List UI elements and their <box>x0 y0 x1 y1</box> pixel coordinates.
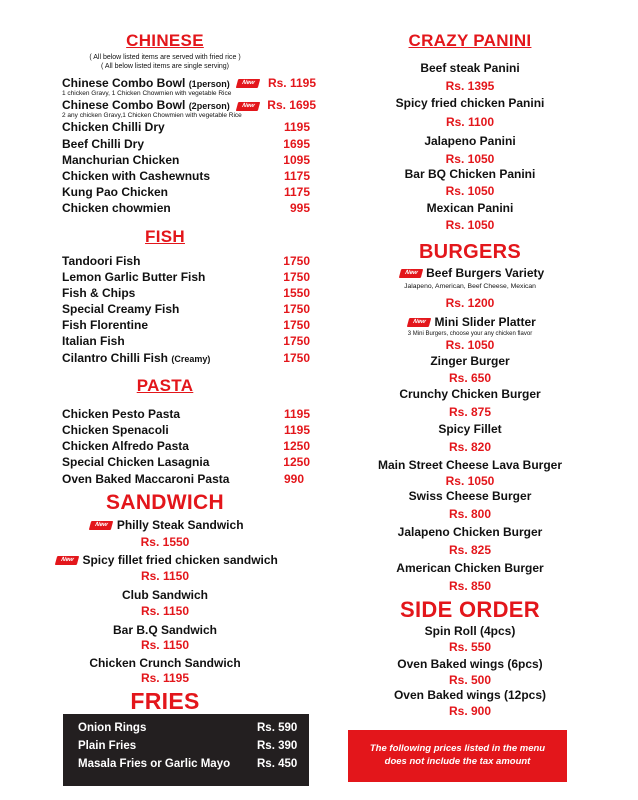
menu-item <box>0 333 330 349</box>
new-badge: New <box>55 556 80 565</box>
item-price: Rs. 650 <box>448 370 492 385</box>
item-name: Chinese Combo Bowl <box>62 76 186 90</box>
item-price: 1250 <box>283 439 310 454</box>
item-price: Rs. 590 <box>257 722 298 734</box>
item-price: Rs. 1050 <box>445 473 495 488</box>
right-column <box>345 0 638 719</box>
item-price: Rs. 1695 <box>267 98 316 113</box>
item-name: Masala Fries or Garlic Mayo <box>78 758 231 770</box>
item-price: Rs. 1100 <box>445 114 495 129</box>
fries-title: FRIES <box>130 687 200 714</box>
item-name: American Chicken Burger <box>396 561 544 575</box>
item-price: 1175 <box>283 185 310 200</box>
item-name: Club Sandwich <box>121 587 208 602</box>
item-name: Spicy fried chicken Panini <box>395 96 545 110</box>
menu-item <box>0 454 330 470</box>
menu-item <box>345 315 595 331</box>
left-column <box>0 0 330 715</box>
menu-item <box>0 75 330 91</box>
item-name: Philly Steak Sandwich <box>116 517 244 532</box>
item-description: 2 any chicken Gravy,1 Chicken Chowmien with vegetable Rice <box>62 112 242 120</box>
item-name: Jalapeno Panini <box>424 134 516 148</box>
fries-item <box>63 755 309 773</box>
item-name: Fish & Chips <box>62 285 136 300</box>
fries-item <box>63 719 309 737</box>
item-price: Rs. 800 <box>448 506 492 521</box>
item-price: Rs. 900 <box>448 703 492 718</box>
item-name: Spicy fillet fried chicken sandwich <box>82 552 278 567</box>
item-name: Mini Slider Platter <box>434 315 536 329</box>
item-name: Lemon Garlic Butter Fish <box>62 269 206 284</box>
item-price: Rs. 825 <box>448 542 492 557</box>
item-price: 1195 <box>283 406 310 421</box>
item-name: Special Creamy Fish <box>62 302 180 317</box>
item-price: 995 <box>289 201 310 216</box>
new-badge: New <box>236 102 261 111</box>
item-name: Swiss Cheese Burger <box>408 489 532 503</box>
chinese-note: ( All below listed items are served with fried rice ) <box>89 54 241 61</box>
item-name: Crunchy Chicken Burger <box>399 387 541 401</box>
item-price: Rs. 1050 <box>445 151 495 166</box>
menu-item <box>0 253 330 269</box>
fries-item <box>63 737 309 755</box>
item-name: Beef Burgers Variety <box>426 266 545 280</box>
item-name: Chicken Chilli Dry <box>62 120 165 135</box>
item-name: Oven Baked wings (6pcs) <box>397 657 543 671</box>
item-price: 1195 <box>283 423 310 437</box>
item-price: Rs. 550 <box>448 639 492 654</box>
item-price: 1175 <box>283 168 310 183</box>
item-price: 1695 <box>283 136 310 151</box>
tax-note-line: does not include the tax amount <box>384 756 531 767</box>
menu-item <box>0 152 330 168</box>
menu-item <box>0 119 330 135</box>
item-price: 1095 <box>283 152 310 167</box>
chinese-title: CHINESE <box>126 31 204 50</box>
item-price: Rs. 1200 <box>445 295 495 310</box>
item-name: Spicy Fillet <box>438 422 502 436</box>
menu-item <box>0 350 330 366</box>
item-price: Rs. 1150 <box>140 638 190 653</box>
item-name: Oven Baked wings (12pcs) <box>393 688 547 702</box>
pasta-title: PASTA <box>136 375 194 395</box>
item-description: 3 Mini Burgers, choose your any chicken flavor <box>407 330 533 337</box>
item-description: 1 chicken Gravy, 1 Chicken Chowmien with vegetable Rice <box>62 90 232 98</box>
item-price: Rs. 850 <box>448 578 492 593</box>
item-name: Beef steak Panini <box>420 61 520 75</box>
item-name: Onion Rings <box>78 722 147 734</box>
item-name: Jalapeno Chicken Burger <box>397 525 543 539</box>
item-price: Rs. 500 <box>448 672 492 687</box>
menu-item <box>0 97 330 113</box>
item-name: Chicken with Cashewnuts <box>62 168 211 183</box>
item-name: Chicken Spenacoli <box>62 423 169 437</box>
item-price: 1750 <box>283 302 310 317</box>
item-name: Plain Fries <box>78 740 137 752</box>
item-price: Rs. 1395 <box>445 78 495 93</box>
item-name: Manchurian Chicken <box>62 152 180 167</box>
item-price: Rs. 820 <box>448 439 492 454</box>
item-name: Chicken Pesto Pasta <box>62 406 181 421</box>
item-price: 1750 <box>283 253 310 268</box>
item-name: Mexican Panini <box>426 201 514 215</box>
menu-item <box>0 438 330 454</box>
item-name: Chicken Alfredo Pasta <box>62 439 189 454</box>
item-price: 1750 <box>283 318 310 333</box>
item-qty: (1person) <box>188 79 230 89</box>
item-name: Main Street Cheese Lava Burger <box>377 458 563 472</box>
menu-item <box>0 406 330 422</box>
menu-item <box>0 317 330 333</box>
item-price: Rs. 390 <box>257 740 298 752</box>
item-name: Special Chicken Lasagnia <box>62 455 210 470</box>
item-price: Rs. 1150 <box>140 604 190 619</box>
new-badge: New <box>399 269 424 278</box>
menu-item <box>0 285 330 301</box>
item-price: 1195 <box>283 120 310 135</box>
item-price: 1750 <box>283 269 310 284</box>
item-qty: (2person) <box>188 101 230 112</box>
item-description: Jalapeno, American, Beef Cheese, Mexican <box>404 282 536 290</box>
new-badge: New <box>407 318 432 327</box>
item-price: 1550 <box>283 285 310 300</box>
item-price: Rs. 1195 <box>267 76 316 90</box>
fries-box <box>63 714 309 786</box>
item-name: Chinese Combo Bowl <box>62 98 186 113</box>
fish-title: FISH <box>145 226 185 246</box>
panini-title: CRAZY PANINI <box>408 31 532 50</box>
item-name: Tandoori Fish <box>62 253 141 268</box>
menu-item <box>0 168 330 184</box>
item-name: Chicken Crunch Sandwich <box>89 655 241 670</box>
sandwich-title: SANDWICH <box>106 490 224 514</box>
menu-item <box>0 422 330 438</box>
item-name: Bar B.Q Sandwich <box>112 622 218 637</box>
menu-item <box>0 136 330 152</box>
item-price: Rs. 875 <box>448 404 492 419</box>
menu-item <box>0 518 330 534</box>
item-name: Beef Chilli Dry <box>62 136 145 151</box>
item-name: Kung Pao Chicken <box>62 185 169 200</box>
new-badge: New <box>89 521 114 530</box>
menu-item <box>0 269 330 285</box>
item-name: Zinger Burger <box>430 354 510 368</box>
chinese-note: ( All below listed items are single serving) <box>101 63 229 70</box>
item-price: Rs. 1050 <box>445 183 495 198</box>
menu-item <box>0 471 330 487</box>
menu-item <box>0 301 330 317</box>
item-price: Rs. 450 <box>257 758 298 770</box>
item-price: Rs. 1150 <box>140 569 190 584</box>
item-name: Fish Florentine <box>62 318 149 333</box>
item-price: 1750 <box>283 350 310 365</box>
item-price: 990 <box>284 471 305 486</box>
item-name: Spin Roll (4pcs) <box>424 624 516 638</box>
burgers-title: BURGERS <box>418 241 522 263</box>
item-price: Rs. 1195 <box>140 671 190 686</box>
tax-note-box <box>348 730 567 782</box>
item-qty: (Creamy) <box>171 353 211 364</box>
side-order-title: SIDE ORDER <box>400 597 540 622</box>
new-badge: New <box>236 79 261 88</box>
item-price: Rs. 1050 <box>445 337 495 352</box>
item-name: Oven Baked Maccaroni Pasta <box>62 471 230 486</box>
item-price: Rs. 1550 <box>140 535 190 550</box>
item-name: Bar BQ Chicken Panini <box>404 167 536 181</box>
item-name: Cilantro Chilli Fish <box>62 350 169 365</box>
menu-item <box>0 553 330 569</box>
item-price: 1250 <box>283 455 310 470</box>
item-price: 1750 <box>283 334 310 349</box>
item-price: Rs. 1050 <box>445 217 495 232</box>
menu-item <box>0 184 330 200</box>
menu-item <box>345 266 595 282</box>
item-name: Italian Fish <box>62 334 125 349</box>
menu-item <box>0 200 330 216</box>
item-name: Chicken chowmien <box>62 201 171 216</box>
tax-note-line: The following prices listed in the menu <box>369 743 546 754</box>
